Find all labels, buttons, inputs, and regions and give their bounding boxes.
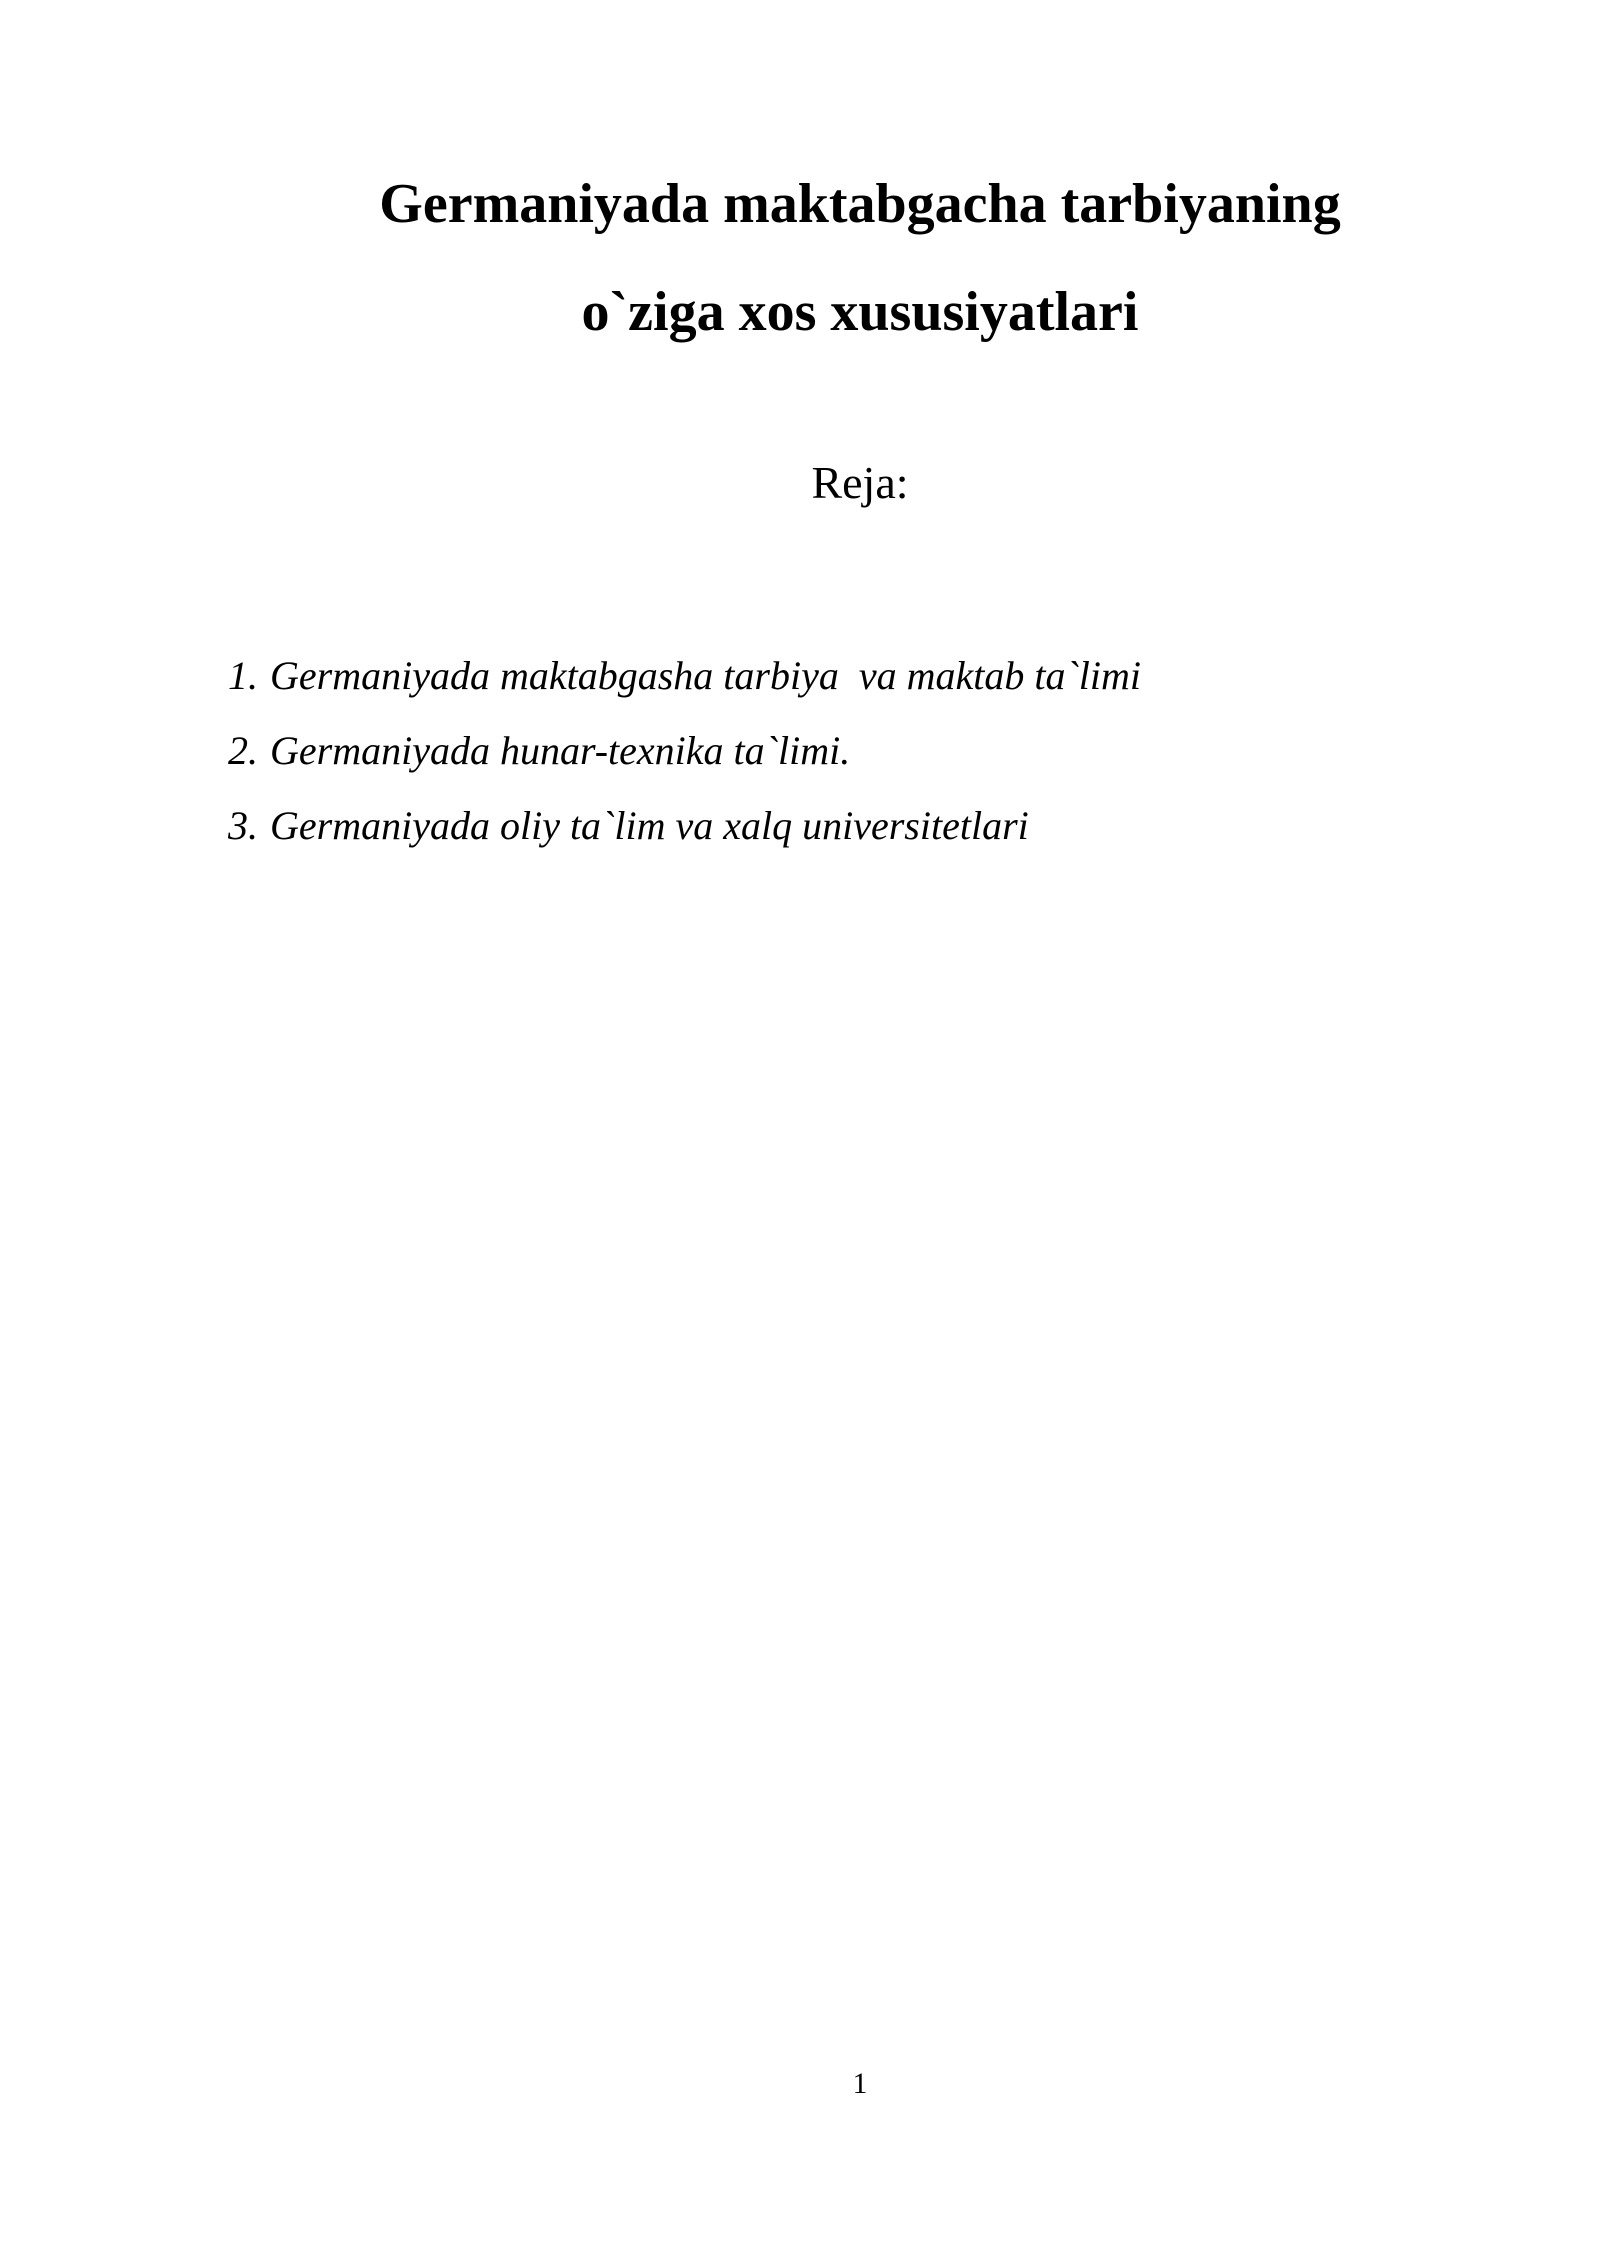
plan-item xyxy=(228,713,1141,788)
plan-item-text: Germaniyada maktabgasha tarbiya va maktab ta`limi xyxy=(270,653,1141,698)
plan-heading: Reja: xyxy=(811,457,909,508)
document-title xyxy=(0,150,1600,366)
plan-item-text: Germaniyada oliy ta`lim va xalq universitetlari xyxy=(270,803,1029,848)
plan-item-number: 3. xyxy=(228,803,258,848)
title-line-1: Germaniyada maktabgacha tarbiyaning xyxy=(379,173,1341,235)
plan-item-number: 2. xyxy=(228,728,258,773)
plan-item xyxy=(228,788,1141,863)
title-line-2: o`ziga xos xususiyatlari xyxy=(581,281,1139,343)
plan-list xyxy=(228,638,1141,863)
page-number: 1 xyxy=(852,2067,868,2100)
plan-item xyxy=(228,638,1141,713)
plan-item-text: Germaniyada hunar-texnika ta`limi. xyxy=(270,728,851,773)
plan-item-number: 1. xyxy=(228,653,258,698)
